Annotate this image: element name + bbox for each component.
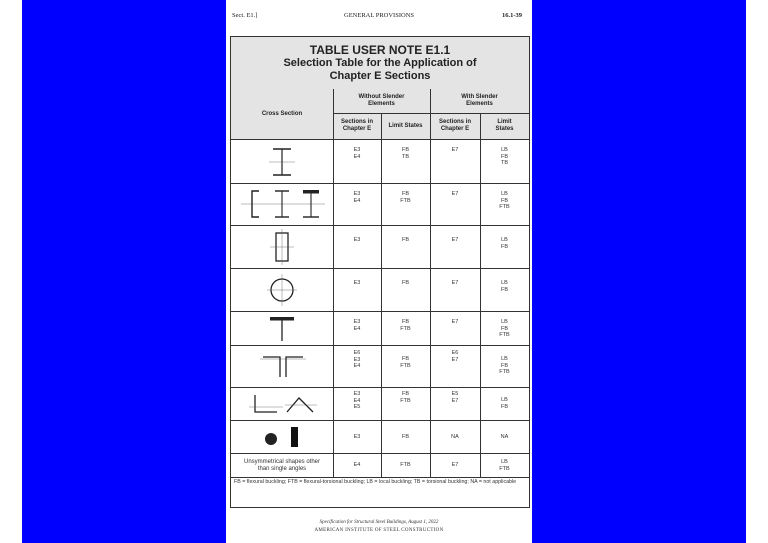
row6-sections-slender: E6 E7 xyxy=(451,350,459,363)
row7-limit-states-slender: LB FB xyxy=(500,397,509,410)
row2-limit-states-slender: LB FB FTB xyxy=(499,191,510,210)
table-title-line2: Selection Table for the Application of xyxy=(283,57,477,69)
row1-limit-states-slender: LB FB TB xyxy=(500,147,509,166)
row8-sections-slender: NA xyxy=(451,434,459,440)
header-limit-states-slender: Limit States xyxy=(480,113,529,139)
table-grid xyxy=(231,89,529,477)
solid-round-and-bar-icon xyxy=(259,424,307,450)
header-cross-section: Cross Section xyxy=(231,89,333,139)
row2-sections-slender: E7 xyxy=(451,191,459,197)
header-section: Sect. E1.] xyxy=(232,12,258,19)
row9-limit-states: FTB xyxy=(400,462,411,468)
table-title xyxy=(231,37,529,90)
table-title-line1: TABLE USER NOTE E1.1 xyxy=(309,43,451,57)
header-sections-chapter-e-slender: Sections in Chapter E xyxy=(430,113,480,139)
row5-sections-slender: E7 xyxy=(451,319,459,325)
row3-limit-states: FB xyxy=(401,237,410,243)
header-limit-states: Limit States xyxy=(381,113,430,139)
single-angle-icon xyxy=(247,392,319,416)
footer-spec-title: Specification for Structural Steel Buildings, August 1, 2022 xyxy=(319,520,439,525)
row9-sections-slender: E7 xyxy=(451,462,459,468)
row4-sections: E3 xyxy=(353,280,361,286)
row9-cross-section-label: Unsymmetrical shapes other than single angles xyxy=(243,459,321,472)
i-shape-icon xyxy=(265,146,299,178)
double-angle-icon xyxy=(259,351,307,381)
rectangular-hss-icon xyxy=(269,229,295,265)
row6-sections: E6 E3 E4 xyxy=(353,350,361,369)
footer-publisher: AMERICAN INSTITUTE OF STEEL CONSTRUCTION xyxy=(314,528,444,533)
header-page-number: 16.1-39 xyxy=(501,12,522,19)
row1-limit-states: FB TB xyxy=(401,147,410,160)
row4-sections-slender: E7 xyxy=(451,280,459,286)
row8-limit-states-slender: NA xyxy=(500,434,509,440)
row3-sections-slender: E7 xyxy=(451,237,459,243)
header-without-slender: Without Slender Elements xyxy=(333,89,430,113)
row2-limit-states: FB FTB xyxy=(400,191,411,204)
header-chapter: GENERAL PROVISIONS xyxy=(344,12,414,19)
row1-sections: E3 E4 xyxy=(353,147,361,160)
row6-limit-states: FB FTB xyxy=(400,356,411,369)
round-hss-icon xyxy=(266,273,298,307)
row6-limit-states-slender: LB FB FTB xyxy=(499,356,510,375)
table-footnote: FB = flexural buckling; FTB = flexural-torsional buckling; LB = local buckling; TB = torsional buckling; NA = not applicable xyxy=(234,479,517,485)
header-sections-chapter-e: Sections in Chapter E xyxy=(333,113,381,139)
row5-limit-states: FB FTB xyxy=(400,319,411,332)
row3-sections: E3 xyxy=(353,237,361,243)
row9-sections: E4 xyxy=(353,462,361,468)
row2-sections: E3 E4 xyxy=(353,191,361,204)
row5-sections: E3 E4 xyxy=(353,319,361,332)
left-blue-margin xyxy=(22,0,226,543)
row7-sections-slender: E5 E7 xyxy=(451,391,459,404)
row7-limit-states: FB FTB xyxy=(400,391,411,404)
selection-table xyxy=(230,36,530,508)
tee-icon xyxy=(265,314,299,344)
row3-limit-states-slender: LB FB xyxy=(500,237,509,250)
right-blue-margin xyxy=(532,0,746,543)
row7-sections: E3 E4 E5 xyxy=(353,391,361,410)
channel-and-i-shapes-icon xyxy=(239,187,327,221)
row1-sections-slender: E7 xyxy=(451,147,459,153)
row8-limit-states: FB xyxy=(401,434,410,440)
header-with-slender: With Slender Elements xyxy=(430,89,529,113)
row4-limit-states: FB xyxy=(401,280,410,286)
table-title-line3: Chapter E Sections xyxy=(329,70,431,82)
row5-limit-states-slender: LB FB FTB xyxy=(499,319,510,338)
row9-limit-states-slender: LB FTB xyxy=(499,459,510,472)
row8-sections: E3 xyxy=(353,434,361,440)
document-page xyxy=(226,0,532,543)
row4-limit-states-slender: LB FB xyxy=(500,280,509,293)
